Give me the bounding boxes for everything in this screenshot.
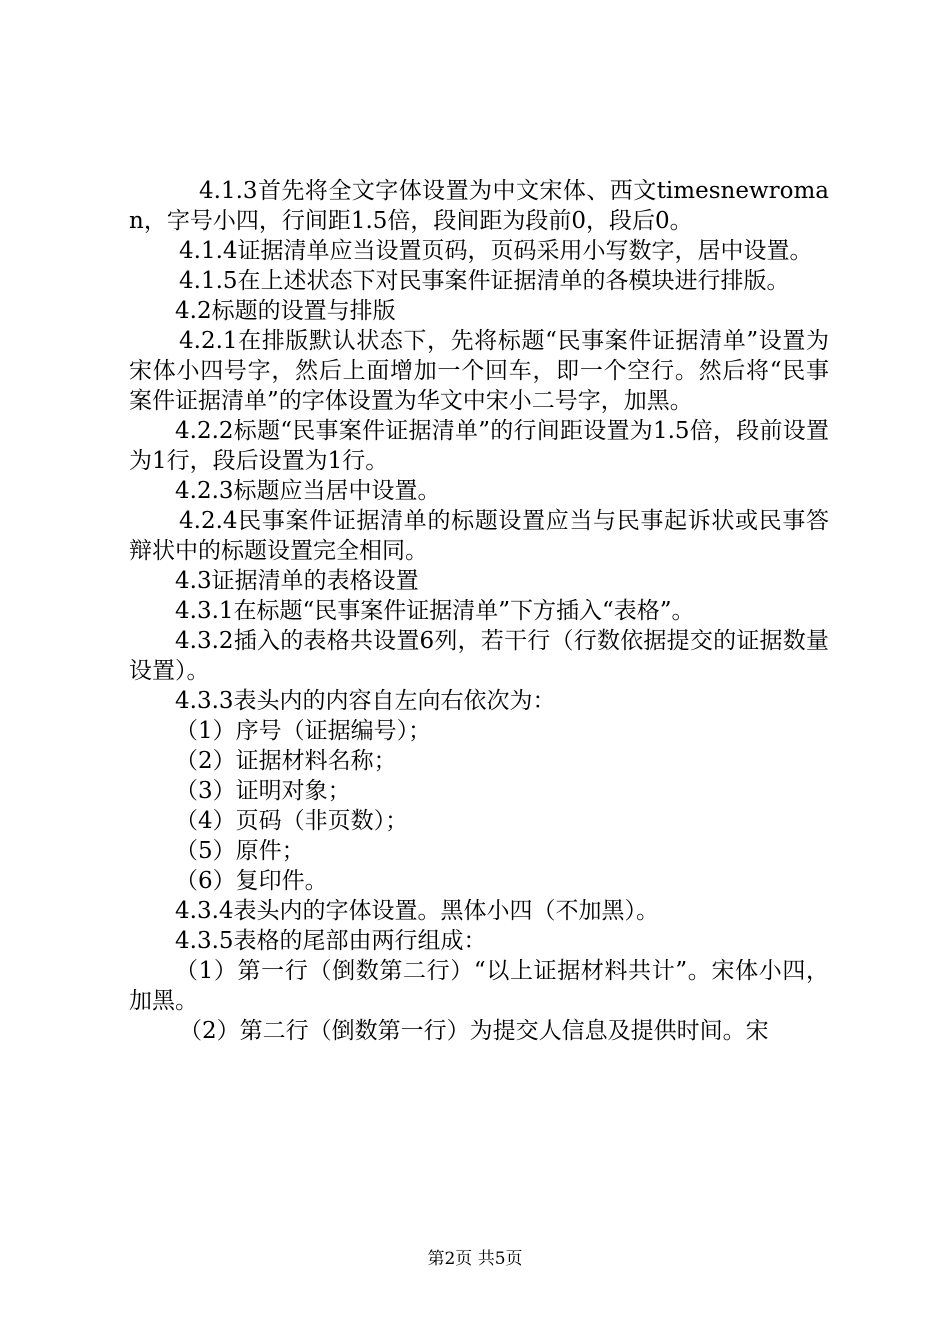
paragraph: 4.3.2插入的表格共设置6列，若干行（行数依据提交的证据数量设置）。	[129, 628, 829, 684]
paragraph: 4.3.1在标题“民事案件证据清单”下方插入“表格”。	[175, 598, 695, 624]
list-item: （3）证明对象；	[175, 778, 351, 804]
document-body	[129, 176, 829, 1046]
list-item: （1）第一行（倒数第二行）“以上证据材料共计”。宋体小四，加黑。	[129, 958, 829, 1014]
list-item: （2）证据材料名称；	[175, 748, 397, 774]
paragraph: 4.2.4民事案件证据清单的标题设置应当与民事起诉状或民事答辩状中的标题设置完全相同。	[129, 508, 829, 564]
list-item: （4）页码（非页数）；	[175, 808, 409, 834]
paragraph: 4.1.5在上述状态下对民事案件证据清单的各模块进行排版。	[179, 268, 790, 294]
paragraph: 4.2.1在排版默认状态下，先将标题“民事案件证据清单”设置为宋体小四号字，然后上面增加一个回车，即一个空行。然后将“民事案件证据清单”的字体设置为华文中宋小二号字，加黑。	[129, 328, 829, 414]
list-item: （6）复印件。	[175, 868, 328, 894]
paragraph: 4.2.3标题应当居中设置。	[175, 478, 441, 504]
paragraph: 4.2.2标题“民事案件证据清单”的行间距设置为1.5倍，段前设置为1行，段后设置为1行。	[129, 418, 829, 474]
paragraph: 4.3.4表头内的字体设置。黑体小四（不加黑）。	[175, 898, 660, 924]
paragraph: 4.1.4证据清单应当设置页码，页码采用小写数字，居中设置。	[179, 238, 813, 264]
page-footer: 第2页 共5页	[427, 1249, 523, 1269]
paragraph: 4.1.3首先将全文字体设置为中文宋体、西文timesnewroman，字号小四，行间距1.5倍，段间距为段前0，段后0。	[129, 178, 829, 234]
list-item: （5）原件；	[175, 838, 305, 864]
list-item: （2）第二行（倒数第一行）为提交人信息及提供时间。宋	[179, 1018, 769, 1044]
paragraph: 4.3.5表格的尾部由两行组成：	[175, 928, 487, 954]
section-heading: 4.3证据清单的表格设置	[175, 568, 419, 594]
section-heading: 4.2标题的设置与排版	[175, 298, 396, 324]
list-item: （1）序号（证据编号）；	[175, 718, 432, 744]
paragraph: 4.3.3表头内的内容自左向右依次为：	[175, 688, 556, 714]
